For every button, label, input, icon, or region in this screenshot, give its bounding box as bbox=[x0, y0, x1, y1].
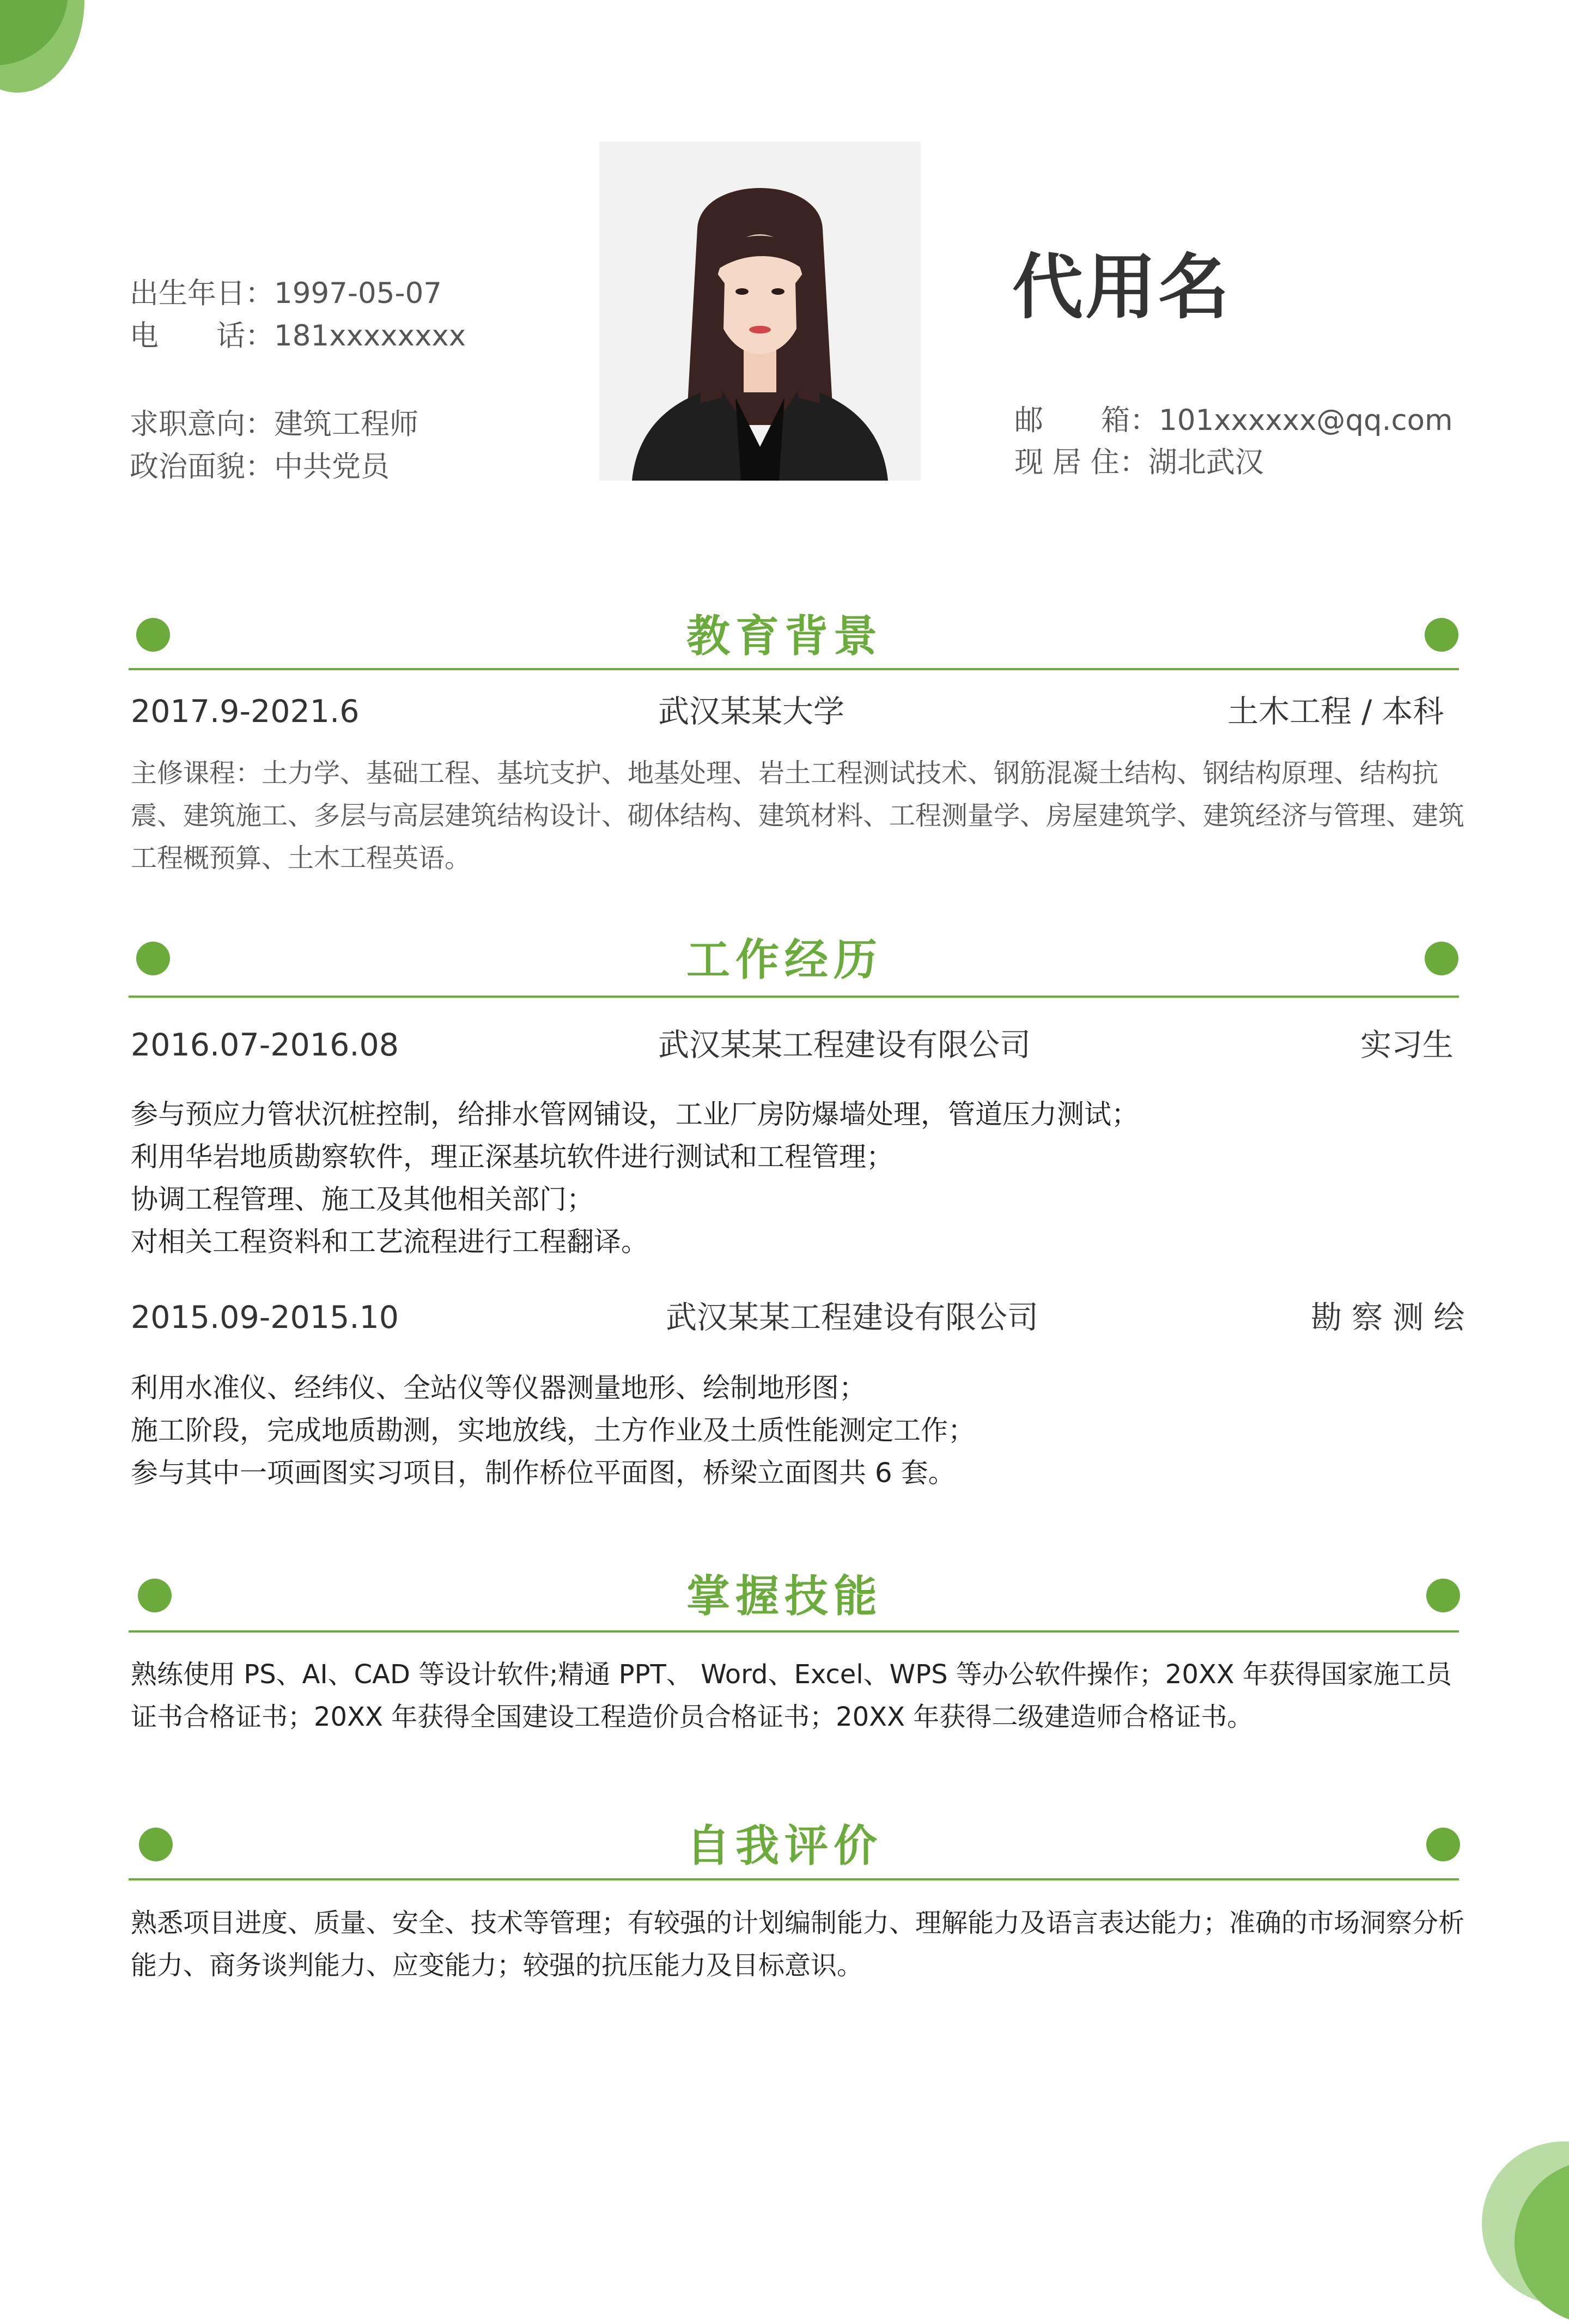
info-value: 101xxxxxx@qq.com bbox=[1159, 404, 1453, 437]
job-duty: 协调工程管理、施工及其他相关部门； bbox=[131, 1184, 594, 1215]
info-value: 1997-05-07 bbox=[274, 277, 442, 310]
job-company: 武汉某某工程建设有限公司 bbox=[666, 1300, 1038, 1336]
section-title-self-evaluation: 自我评价 bbox=[686, 1821, 883, 1871]
info-label: 现 居 住： bbox=[1014, 446, 1148, 479]
job-role: 勘 察 测 绘 bbox=[1311, 1300, 1465, 1336]
self-evaluation-text: 熟悉项目进度、质量、安全、技术等管理；有较强的计划编制能力、理解能力及语言表达能力；准确的市场洞察分析能力、商务谈判能力、应变能力；较强的抗压能力及目标意识。 bbox=[131, 1908, 1465, 1981]
residence-line bbox=[1014, 448, 1264, 477]
email-line bbox=[1014, 406, 1453, 435]
section-divider bbox=[129, 1630, 1459, 1633]
job-period: 2015.09-2015.10 bbox=[131, 1300, 399, 1336]
section-title-education: 教育背景 bbox=[686, 611, 883, 662]
section-title-work: 工作经历 bbox=[686, 935, 883, 985]
job-duty: 参与其中一项画图实习项目，制作桥位平面图，桥梁立面图共 6 套。 bbox=[131, 1457, 956, 1489]
portrait-illustration bbox=[599, 142, 921, 481]
job-duty: 利用水准仪、经纬仪、全站仪等仪器测量地形、绘制地形图； bbox=[131, 1372, 866, 1404]
info-value: 中共党员 bbox=[274, 450, 390, 483]
political-status-line bbox=[130, 452, 390, 481]
job-duty: 施工阶段，完成地质勘测，实地放线，土方作业及土质性能测定工作； bbox=[131, 1415, 975, 1446]
job-intention-line bbox=[130, 410, 418, 439]
education-major: 土木工程 / 本科 bbox=[1227, 694, 1444, 730]
education-period: 2017.9-2021.6 bbox=[131, 694, 360, 730]
job-role: 实习生 bbox=[1360, 1027, 1454, 1063]
job-duty: 利用华岩地质勘察软件，理正深基坑软件进行测试和工程管理； bbox=[131, 1141, 893, 1173]
info-label: 政治面貌： bbox=[130, 450, 274, 483]
education-school: 武汉某某大学 bbox=[658, 694, 844, 730]
info-value: 建筑工程师 bbox=[274, 408, 418, 441]
profile-photo bbox=[599, 142, 921, 481]
info-label: 邮 箱： bbox=[1014, 404, 1159, 437]
info-label: 求职意向： bbox=[130, 408, 274, 441]
info-value: 181xxxxxxxx bbox=[274, 319, 466, 353]
education-courses: 主修课程：土力学、基础工程、基坑支护、地基处理、岩土工程测试技术、钢筋混凝土结构、钢结构原理、结构抗震、建筑施工、多层与高层建筑结构设计、砌体结构、建筑材料、工程测量学、房屋建筑学、建筑经济与管理、建筑工程概预算、土木工程英语。 bbox=[131, 758, 1465, 873]
section-divider bbox=[129, 668, 1459, 670]
birth-date-line bbox=[130, 279, 442, 308]
section-divider bbox=[129, 1878, 1459, 1880]
info-label: 电 话： bbox=[130, 319, 274, 353]
job-company: 武汉某某工程建设有限公司 bbox=[658, 1027, 1031, 1063]
job-period: 2016.07-2016.08 bbox=[131, 1027, 399, 1063]
candidate-name: 代用名 bbox=[1012, 246, 1232, 329]
skills-text: 熟练使用 PS、AI、CAD 等设计软件;精通 PPT、 Word、Excel、WPS 等办公软件操作；20XX 年获得国家施工员证书合格证书；20XX 年获得全国建设工程造价员合格证书；20XX 年获得二级建造师合格证书。 bbox=[131, 1659, 1452, 1732]
info-label: 出生年日： bbox=[130, 277, 274, 310]
job-duty: 参与预应力管状沉桩控制，给排水管网铺设，工业厂房防爆墙处理，管道压力测试； bbox=[131, 1099, 1139, 1130]
phone-line bbox=[130, 319, 466, 353]
job-duty: 对相关工程资料和工艺流程进行工程翻译。 bbox=[131, 1226, 648, 1258]
section-title-skills: 掌握技能 bbox=[686, 1571, 883, 1622]
info-value: 湖北武汉 bbox=[1148, 446, 1264, 479]
section-divider bbox=[129, 996, 1459, 998]
